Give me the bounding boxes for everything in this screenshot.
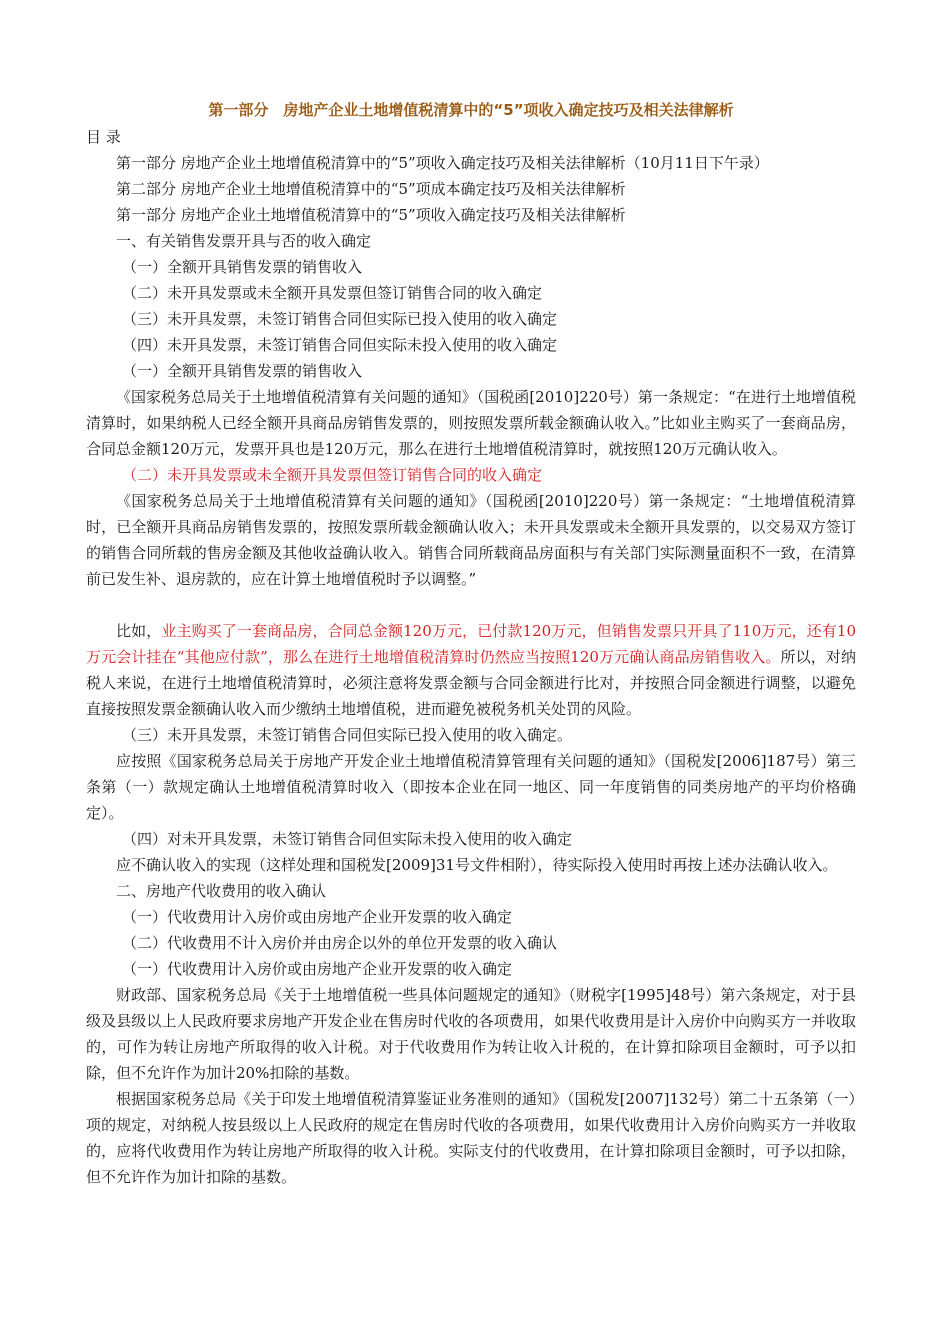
section1-heading: 一、有关销售发票开具与否的收入确定 bbox=[116, 232, 372, 250]
sub4-text: 应不确认收入的实现（这样处理和国税发[2009]31号文件相附），待实际投入使用时再按上述办法确认收入。 bbox=[116, 856, 838, 874]
section1-item: （二）未开具发票或未全额开具发票但签订销售合同的收入确定 bbox=[122, 284, 543, 302]
example-paragraph bbox=[86, 618, 856, 722]
document-title: 第一部分 房地产企业土地增值税清算中的“5”项收入确定技巧及相关法律解析 bbox=[208, 101, 734, 119]
toc-item: 第一部分 房地产企业土地增值税清算中的“5”项收入确定技巧及相关法律解析 bbox=[116, 206, 626, 224]
example-lead: 比如， bbox=[116, 622, 162, 640]
blank-line bbox=[86, 592, 856, 618]
section1-item: （四）未开具发票，未签订销售合同但实际未投入使用的收入确定 bbox=[122, 336, 558, 354]
sub1-heading: （一）全额开具销售发票的销售收入 bbox=[122, 362, 363, 380]
sub1-text: 《国家税务总局关于土地增值税清算有关问题的通知》（国税函[2010]220号）第一条规定：“在进行土地增值税清算时，如果纳税人已经全额开具商品房销售发票的，则按照发票所载金额确认收入。”比如业主购买了一套商品房，合同总金额120万元，发票开具也是120万元，那么在进行土地增值税清算时，就按照120万元确认收入。 bbox=[86, 388, 856, 458]
toc-item: 第一部分 房地产企业土地增值税清算中的“5”项收入确定技巧及相关法律解析（10月11日下午录） bbox=[116, 154, 769, 172]
section2-sub1-heading: （一）代收费用计入房价或由房地产企业开发票的收入确定 bbox=[122, 960, 513, 978]
toc-item: 第二部分 房地产企业土地增值税清算中的“5”项成本确定技巧及相关法律解析 bbox=[116, 180, 626, 198]
sub3-text: 应按照《国家税务总局关于房地产开发企业土地增值税清算管理有关问题的通知》（国税发[2006]187号）第三条第（一）款规定确认土地增值税清算时收入（即按本企业在同一地区、同一年度销售的同类房地产的平均价格确定）。 bbox=[86, 752, 856, 822]
example-highlight: 业主购买了一套商品房，合同总金额120万元，已付款120万元，但销售发票只开具了110万元，还有10万元会计挂在“其他应付款”，那么在进行土地增值税清算时仍然应当按照120万元确认商品房销售收入。 bbox=[86, 622, 856, 666]
section2-heading: 二、房地产代收费用的收入确认 bbox=[116, 882, 327, 900]
example-rest: 所以，对纳税人来说，在进行土地增值税清算时，必须注意将发票金额与合同金额进行比对，并按照合同金额进行调整，以避免直接按照发票金额确认收入而少缴纳土地增值税，进而避免被税务机关处罚的风险。 bbox=[86, 648, 856, 718]
section2-item: （二）代收费用不计入房价并由房企以外的单位开发票的收入确认 bbox=[122, 934, 558, 952]
sub4-heading: （四）对未开具发票，未签订销售合同但实际未投入使用的收入确定 bbox=[122, 830, 573, 848]
section1-item: （一）全额开具销售发票的销售收入 bbox=[122, 258, 363, 276]
section2-sub1-text: 财政部、国家税务总局《关于土地增值税一些具体问题规定的通知》（财税字[1995]48号）第六条规定，对于县级及县级以上人民政府要求房地产开发企业在售房时代收的各项费用，如果代收费用是计入房价中向购买方一并收取的，可作为转让房地产所取得的收入计税。对于代收费用作为转让收入计税的，在计算扣除项目金额时，可予以扣除，但不允许作为加计20%扣除的基数。 bbox=[86, 986, 856, 1082]
sub2-text: 《国家税务总局关于土地增值税清算有关问题的通知》（国税函[2010]220号）第一条规定：“土地增值税清算时，已全额开具商品房销售发票的，按照发票所载金额确认收入；未开具发票或未全额开具发票的，以交易双方签订的销售合同所载的售房金额及其他收益确认收入。销售合同所载商品房面积与有关部门实际测量面积不一致，在清算前已发生补、退房款的，应在计算土地增值税时予以调整。” bbox=[86, 492, 856, 588]
section2-item: （一）代收费用计入房价或由房地产企业开发票的收入确定 bbox=[122, 908, 513, 926]
toc-label: 目 录 bbox=[86, 128, 121, 146]
document-page bbox=[86, 96, 856, 1190]
sub3-heading: （三）未开具发票，未签订销售合同但实际已投入使用的收入确定。 bbox=[122, 726, 573, 744]
section2-sub1-text2: 根据国家税务总局《关于印发土地增值税清算鉴证业务准则的通知》（国税发[2007]132号）第二十五条第（一）项的规定，对纳税人按县级以上人民政府的规定在售房时代收的各项费用，如果代收费用计入房价向购买方一并收取的，应将代收费用作为转让房地产所取得的收入计税。实际支付的代收费用，在计算扣除项目金额时，可予以扣除，但不允许作为加计扣除的基数。 bbox=[86, 1090, 856, 1186]
sub2-heading: （二）未开具发票或未全额开具发票但签订销售合同的收入确定 bbox=[122, 466, 543, 484]
section1-item: （三）未开具发票，未签订销售合同但实际已投入使用的收入确定 bbox=[122, 310, 558, 328]
